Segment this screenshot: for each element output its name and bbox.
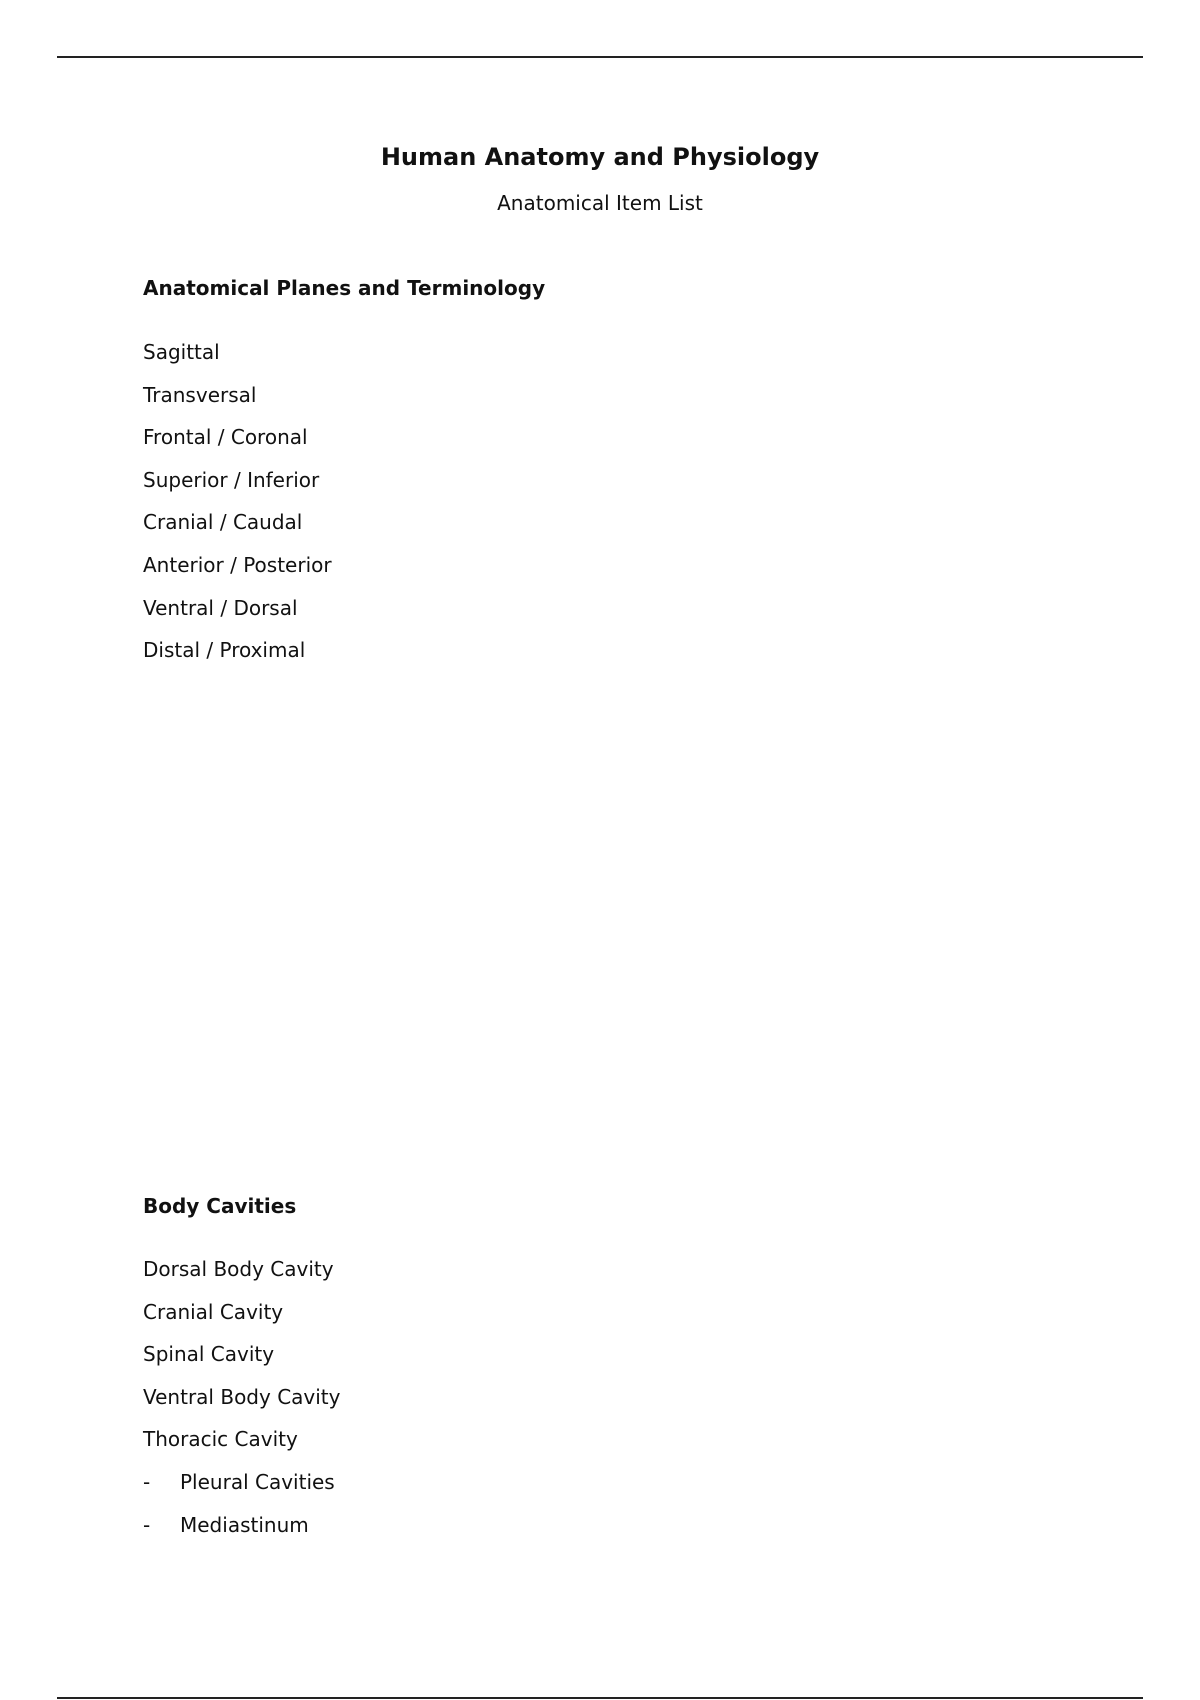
list-item: Anterior / Posterior: [143, 552, 332, 577]
list-item: Superior / Inferior: [143, 467, 320, 492]
list-item: Cranial / Caudal: [143, 510, 303, 535]
header-rule: [57, 56, 1143, 58]
section-heading-planes: Anatomical Planes and Terminology: [143, 276, 546, 300]
list-item: Dorsal Body Cavity: [143, 1257, 334, 1281]
section-heading-body-cavities: Body Cavities: [143, 1194, 297, 1218]
body-cavities-list: [143, 1255, 340, 1553]
list-item: Ventral Body Cavity: [143, 1384, 341, 1409]
sub-list-item-label: Mediastinum: [180, 1512, 309, 1537]
list-item: Cranial Cavity: [143, 1299, 284, 1324]
document-title: Human Anatomy and Physiology: [380, 143, 820, 171]
list-item: Sagittal: [143, 340, 220, 364]
list-item: Distal / Proximal: [143, 638, 306, 663]
sub-list-item: [143, 1468, 340, 1496]
list-item: Ventral / Dorsal: [143, 595, 298, 620]
dash-marker: -: [143, 1512, 151, 1537]
dash-marker: -: [143, 1469, 151, 1494]
footer-rule: [57, 1697, 1143, 1699]
document-subtitle: Anatomical Item List: [497, 191, 703, 215]
list-item: Spinal Cavity: [143, 1342, 275, 1367]
sub-list-item-label: Pleural Cavities: [180, 1469, 335, 1494]
sub-list-item: [143, 1511, 340, 1539]
list-item: Thoracic Cavity: [143, 1427, 298, 1452]
planes-terminology-list: [143, 338, 332, 679]
list-item: Transversal: [143, 382, 257, 407]
list-item: Frontal / Coronal: [143, 425, 308, 450]
